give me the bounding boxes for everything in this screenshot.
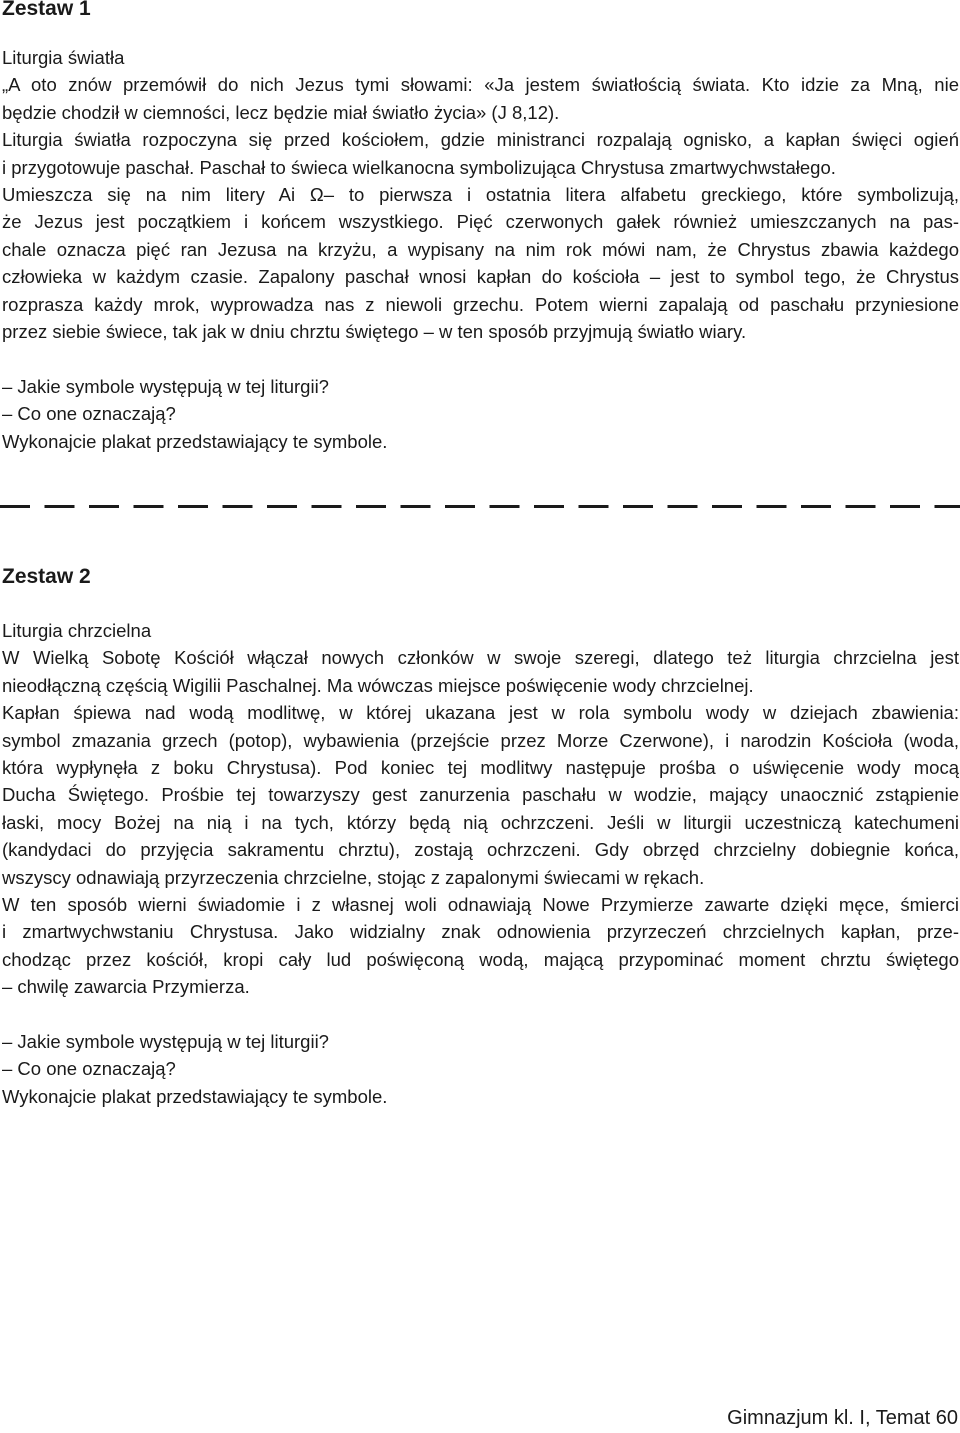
set2-task: Wykonajcie plakat przedstawiający te symbole. [2,1085,388,1107]
set2-body-line: chodząc przez kościół, kropi cały lud poświęconą wodą, mającą przypominać moment chrztu świętego [2,948,959,970]
set2-body [2,644,959,1000]
set2-body-line: Ducha Świętego. Prośbie tej towarzyszy gest zanurzenia paschału w wodzie, mający unaocznić zstąpienie [2,784,959,806]
set2-body-line: wszyscy odnawiają przyrzeczenia chrzcielne, stojąc z zapalonymi świecami w rękach. [2,866,705,888]
set2-section [2,617,959,1110]
set1-title: Liturgia światła [2,47,125,68]
set2-body-line: nieodłączną częścią Wigilii Paschalnej. Ma wówczas miejsce poświęcenie wody chrzcielnej. [2,674,754,696]
set1-body-line: będzie chodził w ciemności, lecz będzie miał światło życia» (J 8,12). [2,101,560,123]
set1-body-line: Umieszcza się na nim litery Ai Ω– to pierwsza i ostatnia litera alfabetu greckiego, które symbolizują, [2,184,959,205]
dashed-separator [0,505,960,508]
set2-body-line: symbol zmazania grzech (potop), wybawienia (przejście przez Morze Czerwone), i narodzin Kościoła (woda, [2,729,959,751]
set1-body-line: chale oznacza pięć ran Jezusa na krzyżu, a wypisany na nim rok mówi nam, że Chrystus zbawia każdego [2,238,959,260]
set2-body-line: – chwilę zawarcia Przymierza. [2,976,250,998]
set1-heading: Zestaw 1 [2,0,91,20]
set1-body-line: przez siebie świece, tak jak w dniu chrztu świętego – w ten sposób przyjmują światło wiary. [2,320,747,342]
set1-body-line: i przygotowuje paschał. Paschał to świeca wielkanocna symbolizująca Chrystusa zmartwychwstałego. [2,156,836,178]
set1-body-line: Liturgia światła rozpoczyna się przed kościołem, gdzie ministranci rozpalają ognisko, a kapłan święci ogień [2,129,959,151]
set2-question: – Co one oznaczają? [2,1058,176,1080]
set2-body-line: (kandydaci do przyjęcia sakramentu chrztu), zostają ochrzczeni. Gdy obrzęd chrzcielny dobiegnie końca, [2,839,959,861]
set2-body-line: łaski, mocy Bożej na nią i na tych, którzy będą nią ochrzczeni. Jeśli w liturgii uczestniczą katechumeni [2,811,959,833]
set1-body-line: człowieka w każdym czasie. Zapalony paschał wnosi kapłan do kościoła – jest to symbol tego, że Chrystus [2,266,959,288]
set1-question: – Jakie symbole występują w tej liturgii? [2,375,329,397]
set2-body-line: która wypłynęła z boku Chrystusa). Pod koniec tej modlitwy następuje prośba o uświęcenie wody mocą [2,756,959,778]
set1-question: – Co one oznaczają? [2,403,176,425]
set1-body [2,71,959,345]
set1-section [2,44,959,455]
set1-task: Wykonajcie plakat przedstawiający te symbole. [2,430,388,452]
set2-body-line: Kapłan śpiewa nad wodą modlitwę, w której ukazana jest w rola symbolu wody w dziejach zbawienia: [2,702,959,724]
set1-body-line: „A oto znów przemówił do nich Jezus tymi słowami: «Ja jestem światłością świata. Kto idzie za Mną, nie [2,74,959,96]
page-footer: Gimnazjum kl. I, Temat 60 [727,1407,958,1429]
set2-title: Liturgia chrzcielna [2,620,152,641]
set2-body-line: W ten sposób wierni świadomie i z własnej woli odnawiają Nowe Przymierze zawarte dzięki męce, śmierci [2,893,959,915]
set1-body-line: że Jezus jest początkiem i końcem wszystkiego. Pięć czerwonych gałek również umieszczanych na pas- [2,211,959,233]
set2-body-line: i zmartwychwstaniu Chrystusa. Jako widzialny znak odnowienia przyrzeczeń chrzcielnych kapłan, prze- [2,921,959,943]
set2-question: – Jakie symbole występują w tej liturgii? [2,1030,329,1052]
set2-body-line: W Wielką Sobotę Kościół włączał nowych członków w swoje szeregi, dlatego też liturgia chrzcielna jest [2,647,959,669]
set1-body-line: rozprasza każdy mrok, wyprowadza nas z niewoli grzechu. Potem wierni zapalają od paschału przyniesione [2,293,959,315]
set2-heading: Zestaw 2 [2,565,91,588]
